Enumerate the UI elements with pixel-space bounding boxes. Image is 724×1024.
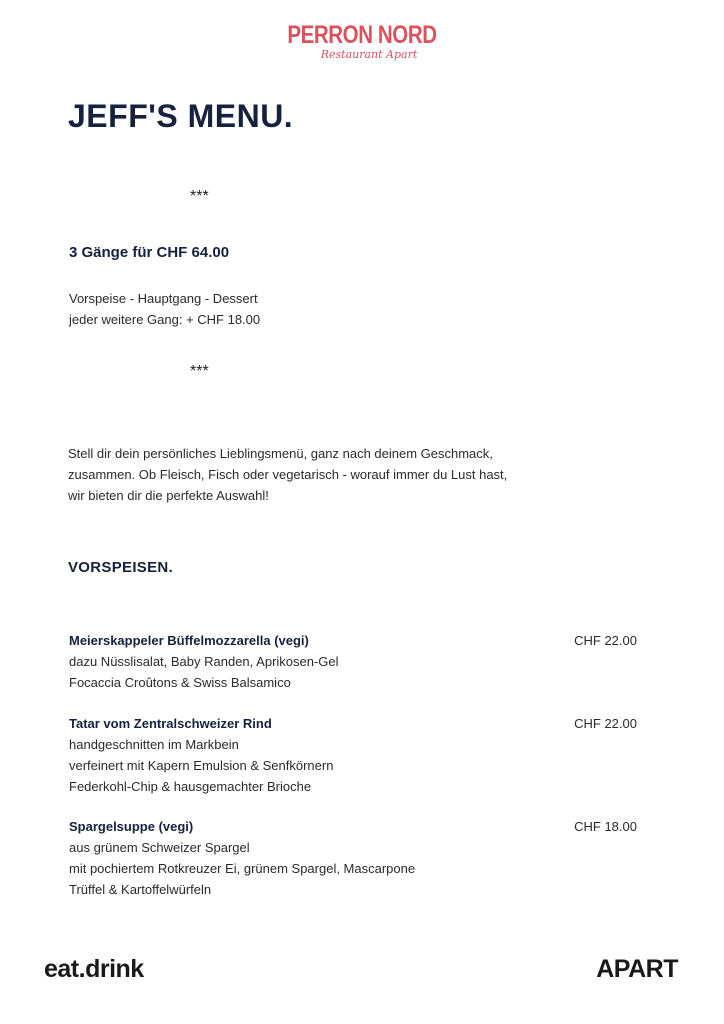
intro-line: wir bieten dir die perfekte Auswahl! (68, 488, 269, 503)
item-name: Tatar vom Zentralschweizer Rind (69, 716, 272, 731)
item-price: CHF 22.00 (574, 633, 637, 648)
restaurant-logo (0, 22, 724, 61)
offer-details (69, 288, 260, 330)
intro-line: zusammen. Ob Fleisch, Fisch oder vegetarisch - worauf immer du Lust hast, (68, 467, 508, 482)
menu-item (69, 630, 637, 693)
intro-text (68, 443, 507, 506)
item-header (69, 713, 637, 734)
item-desc: mit pochiertem Rotkreuzer Ei, grünem Spargel, Mascarpone (69, 861, 416, 876)
item-price: CHF 22.00 (574, 716, 637, 731)
item-desc: verfeinert mit Kapern Emulsion & Senfkörnern (69, 758, 334, 773)
offer-line: jeder weitere Gang: + CHF 18.00 (69, 312, 261, 327)
page-title: JEFF'S MENU. (68, 98, 294, 134)
item-desc: Federkohl-Chip & hausgemachter Brioche (69, 779, 312, 794)
logo-tagline: Restaurant Apart (320, 48, 418, 61)
item-desc: handgeschnitten im Markbein (69, 737, 239, 752)
item-desc: Focaccia Croûtons & Swiss Balsamico (69, 675, 291, 690)
item-desc: Trüffel & Kartoffelwürfeln (69, 882, 212, 897)
offer-heading: 3 Gänge für CHF 64.00 (69, 244, 230, 261)
logo-name: PERRON NORD (287, 21, 437, 49)
menu-item (69, 713, 637, 797)
intro-line: Stell dir dein persönliches Lieblingsmenü, ganz nach deinem Geschmack, (68, 446, 493, 461)
separator: *** (190, 363, 209, 380)
item-header (69, 630, 637, 651)
offer-line: Vorspeise - Hauptgang - Dessert (69, 291, 258, 306)
item-name: Meierskappeler Büffelmozzarella (vegi) (69, 633, 309, 648)
item-desc: aus grünem Schweizer Spargel (69, 840, 250, 855)
section-heading: VORSPEISEN. (68, 559, 173, 576)
item-header (69, 816, 637, 837)
menu-item (69, 816, 637, 900)
footer-tagline: eat.drink (44, 955, 144, 983)
item-desc: dazu Nüsslisalat, Baby Randen, Aprikosen-Gel (69, 654, 339, 669)
footer-brand: APART (596, 955, 678, 983)
item-price: CHF 18.00 (574, 819, 637, 834)
item-name: Spargelsuppe (vegi) (69, 819, 194, 834)
separator: *** (190, 188, 209, 205)
